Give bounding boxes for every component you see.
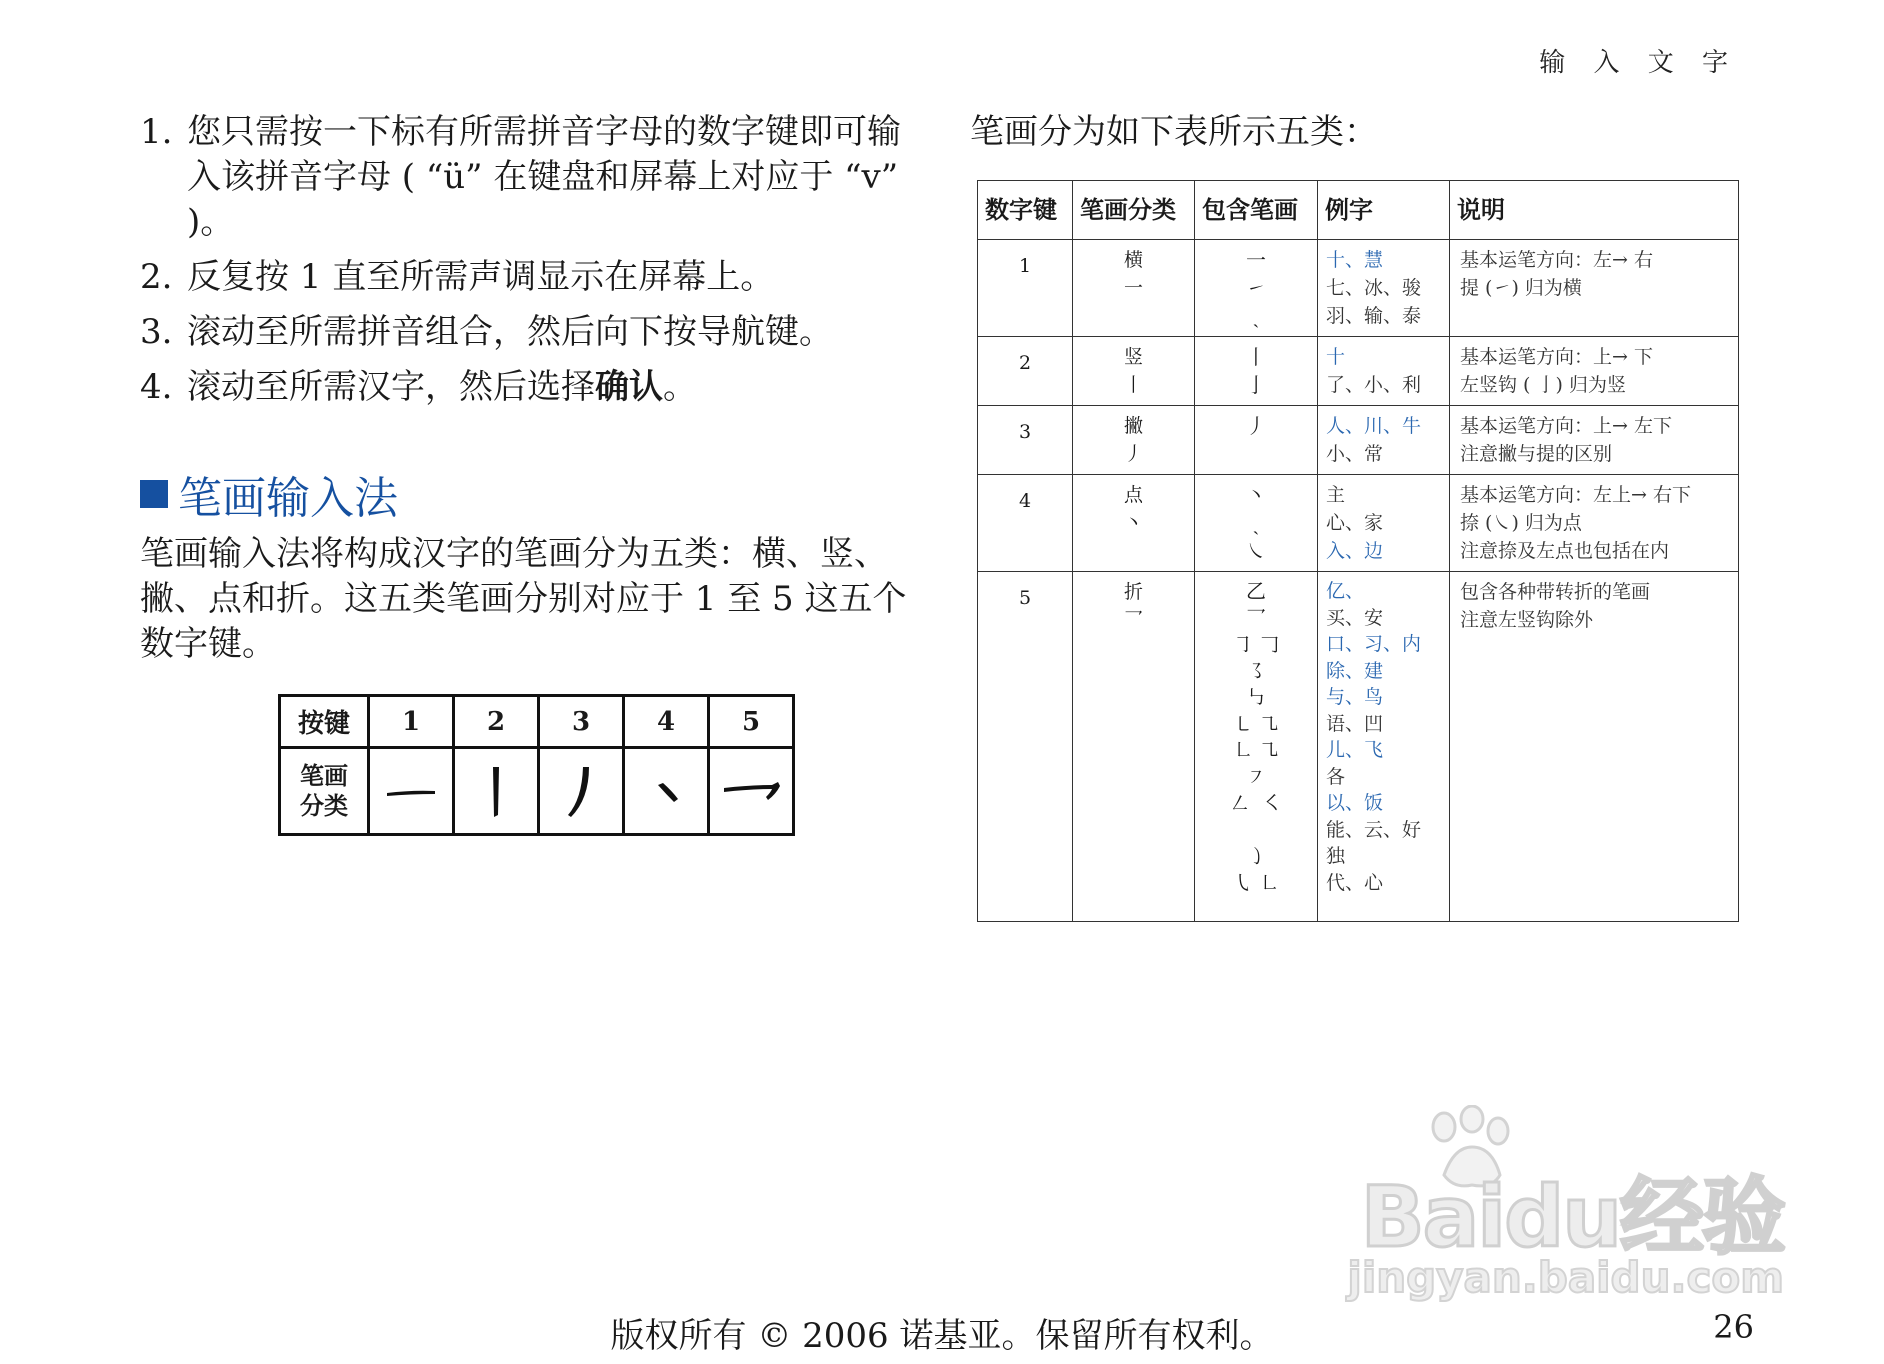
step-text-tail: 。 — [663, 367, 697, 407]
class-name: 折 — [1123, 581, 1143, 603]
intro-paragraph: 笔画输入法将构成汉字的笔画分为五类：横、竖、撇、点和折。这五类笔画分别对应于 1 至 5 这五个数字键。 — [140, 534, 907, 664]
step-number: 3. — [140, 312, 173, 352]
stroke-glyph: 丶 — [1246, 483, 1266, 507]
example-line: 了、小、利 — [1326, 374, 1422, 396]
shu-stroke-icon — [454, 748, 539, 835]
stroke-glyph: ˏ — [1252, 304, 1260, 328]
row-examples — [1318, 240, 1450, 337]
step-text: 您只需按一下标有所需拼音字母的数字键即可输入该拼音字母 ( “ü” 在键盘和屏幕上对应于 “v” )。 — [187, 112, 901, 242]
example-line: 与、鸟 — [1326, 686, 1384, 708]
row-strokes — [1195, 240, 1318, 337]
stroke-glyph: ˎ — [1252, 511, 1260, 535]
column-header: 说明 — [1450, 181, 1739, 240]
stroke-glyph: 亅 — [1246, 373, 1266, 397]
heng-stroke-icon — [369, 748, 454, 835]
row-class — [1073, 572, 1195, 922]
class-stroke: 丨 — [1123, 374, 1143, 396]
confirm-keyword: 确认 — [595, 367, 663, 407]
row-class — [1073, 240, 1195, 337]
stroke-glyph: ㇗ ㇈ — [1232, 738, 1280, 762]
column-header: 数字键 — [978, 181, 1073, 240]
example-line: 语、凹 — [1326, 712, 1384, 735]
step-2 — [140, 255, 920, 300]
desc-line: 基本运笔方向：左→ 右 — [1460, 249, 1653, 271]
row-strokes — [1195, 406, 1318, 475]
example-line: 代、心 — [1326, 871, 1384, 894]
zhe-stroke-icon — [709, 748, 794, 835]
row-description — [1450, 337, 1739, 406]
row-key: 4 — [978, 475, 1073, 572]
stroke-glyph: 一 — [1246, 248, 1266, 272]
column-header: 例字 — [1318, 181, 1450, 240]
example-line: 各 — [1326, 765, 1346, 788]
stroke-row-label-line2: 分类 — [300, 791, 348, 820]
row-description — [1450, 572, 1739, 922]
baidu-jingyan-watermark — [1344, 1105, 1784, 1305]
class-name: 竖 — [1123, 346, 1143, 368]
example-line: 独 — [1326, 845, 1346, 867]
class-stroke: 丶 — [1123, 512, 1143, 534]
step-number: 2. — [140, 257, 173, 297]
page-header-title: 输 入 文 字 — [1539, 48, 1738, 78]
example-line: 人、川、牛 — [1326, 415, 1422, 437]
example-line: 十 — [1326, 346, 1346, 368]
step-number: 1. — [140, 112, 173, 152]
row-description — [1450, 406, 1739, 475]
row-class — [1073, 406, 1195, 475]
example-line: 能、云、好 — [1326, 818, 1422, 841]
example-line: 心、家 — [1326, 512, 1384, 534]
example-line: 买、安 — [1326, 606, 1384, 629]
row-description — [1450, 240, 1739, 337]
class-name: 横 — [1123, 249, 1143, 271]
row-examples — [1318, 406, 1450, 475]
step-number: 4. — [140, 367, 173, 407]
example-line: 十、慧 — [1326, 249, 1384, 271]
pie-stroke-icon — [539, 748, 624, 835]
stroke-glyph: ㇇ — [1246, 764, 1266, 789]
row-class — [1073, 337, 1195, 406]
square-bullet-icon — [140, 480, 168, 508]
stroke-row-label — [280, 748, 369, 835]
class-name: 点 — [1123, 484, 1143, 506]
class-stroke: 一 — [1123, 277, 1143, 299]
class-stroke: 乛 — [1123, 609, 1143, 631]
example-line: 入、边 — [1326, 540, 1384, 562]
row-strokes — [1195, 337, 1318, 406]
steps-list — [140, 110, 920, 420]
row-strokes — [1195, 475, 1318, 572]
desc-line: 包含各种带转折的笔画 — [1460, 581, 1651, 603]
stroke-row-label-line1: 笔画 — [300, 761, 348, 790]
section-heading — [140, 462, 398, 526]
key-row — [280, 696, 794, 748]
example-line: 以、饭 — [1326, 792, 1384, 814]
row-key: 2 — [978, 337, 1073, 406]
table-header-row — [978, 181, 1739, 240]
desc-line: 注意撇与提的区别 — [1460, 443, 1613, 465]
row-examples — [1318, 475, 1450, 572]
row-examples — [1318, 572, 1450, 922]
stroke-glyph — [1203, 817, 1309, 844]
step-3 — [140, 310, 920, 355]
column-header: 包含笔画 — [1195, 181, 1318, 240]
row-key: 3 — [978, 406, 1073, 475]
key-4: 4 — [624, 696, 709, 748]
page-number: 26 — [1713, 1308, 1754, 1346]
stroke-glyph: 丿 — [1246, 414, 1266, 438]
stroke-glyph: ㇏ — [1246, 539, 1266, 563]
desc-line: 左竖钩 ( 亅) 归为竖 — [1460, 374, 1626, 396]
desc-line: 注意左竖钩除外 — [1460, 609, 1594, 631]
row-key: 1 — [978, 240, 1073, 337]
class-stroke: 丿 — [1123, 443, 1143, 465]
stroke-row — [280, 748, 794, 835]
column-header: 笔画分类 — [1073, 181, 1195, 240]
desc-line: 捺 (㇏) 归为点 — [1460, 512, 1582, 534]
table-row — [978, 240, 1739, 337]
example-line: 亿、 — [1326, 580, 1365, 602]
key-3: 3 — [539, 696, 624, 748]
stroke-glyph: ㇜ ㇛ — [1229, 791, 1283, 815]
stroke-glyph: ㇌ — [1246, 658, 1266, 683]
stroke-table-caption: 笔画分为如下表所示五类： — [970, 112, 1378, 152]
table-row — [978, 337, 1739, 406]
key-5: 5 — [709, 696, 794, 748]
watermark-url: jingyan.baidu.com — [1347, 1253, 1784, 1302]
stroke-glyph: ㇁ — [1246, 844, 1266, 868]
desc-line: 注意捺及左点也包括在内 — [1460, 540, 1670, 562]
key-row-label: 按键 — [280, 696, 369, 748]
table-row — [978, 475, 1739, 572]
example-line: 口、习、内 — [1326, 633, 1422, 655]
stroke-glyph: ㇀ — [1246, 276, 1266, 300]
example-line: 儿、飞 — [1326, 739, 1384, 761]
example-line: 羽、输、泰 — [1326, 305, 1422, 327]
footer-copyright: 版权所有 © 2006 诺基亚。保留所有权利。 — [610, 1316, 1274, 1356]
stroke-glyph: 丨 — [1246, 345, 1266, 369]
stroke-glyph: 乙 — [1246, 579, 1266, 603]
example-line: 除、建 — [1326, 659, 1384, 682]
stroke-glyph: ㇉ — [1246, 685, 1266, 709]
table-row — [978, 406, 1739, 475]
desc-line: 基本运笔方向：上→ 左下 — [1460, 415, 1672, 437]
row-key: 5 — [978, 572, 1073, 922]
step-1 — [140, 110, 920, 245]
desc-line: 提 (㇀) 归为横 — [1460, 277, 1582, 299]
stroke-glyph: 乛 — [1246, 605, 1266, 630]
watermark-brand: Baidu经验 — [1360, 1168, 1784, 1266]
desc-line: 基本运笔方向：左上→ 右下 — [1460, 484, 1691, 506]
stroke-classification-table — [977, 180, 1739, 922]
stroke-glyph: ㇂ ㇗ — [1232, 870, 1280, 895]
step-text: 反复按 1 直至所需声调显示在屏幕上。 — [187, 257, 775, 297]
row-description — [1450, 475, 1739, 572]
table-row — [978, 572, 1739, 922]
key-1: 1 — [369, 696, 454, 748]
section-heading-text: 笔画输入法 — [178, 473, 398, 524]
step-4 — [140, 365, 920, 410]
row-class — [1073, 475, 1195, 572]
class-name: 撇 — [1123, 415, 1143, 437]
example-line: 小、常 — [1326, 443, 1384, 465]
example-line: 七、冰、骏 — [1326, 277, 1422, 299]
row-examples — [1318, 337, 1450, 406]
stroke-glyph: ㇄ ㇈ — [1232, 711, 1280, 736]
row-strokes — [1195, 572, 1318, 922]
example-line: 主 — [1326, 484, 1346, 506]
key-2: 2 — [454, 696, 539, 748]
step-text-main: 滚动至所需汉字，然后选择 — [187, 367, 595, 407]
key-stroke-table — [278, 694, 795, 836]
dian-stroke-icon — [624, 748, 709, 835]
stroke-glyph: ㇆ 𠃌 — [1232, 632, 1280, 656]
step-text — [187, 365, 920, 410]
desc-line: 基本运笔方向：上→ 下 — [1460, 346, 1653, 368]
step-text: 滚动至所需拼音组合，然后向下按导航键。 — [187, 312, 833, 352]
